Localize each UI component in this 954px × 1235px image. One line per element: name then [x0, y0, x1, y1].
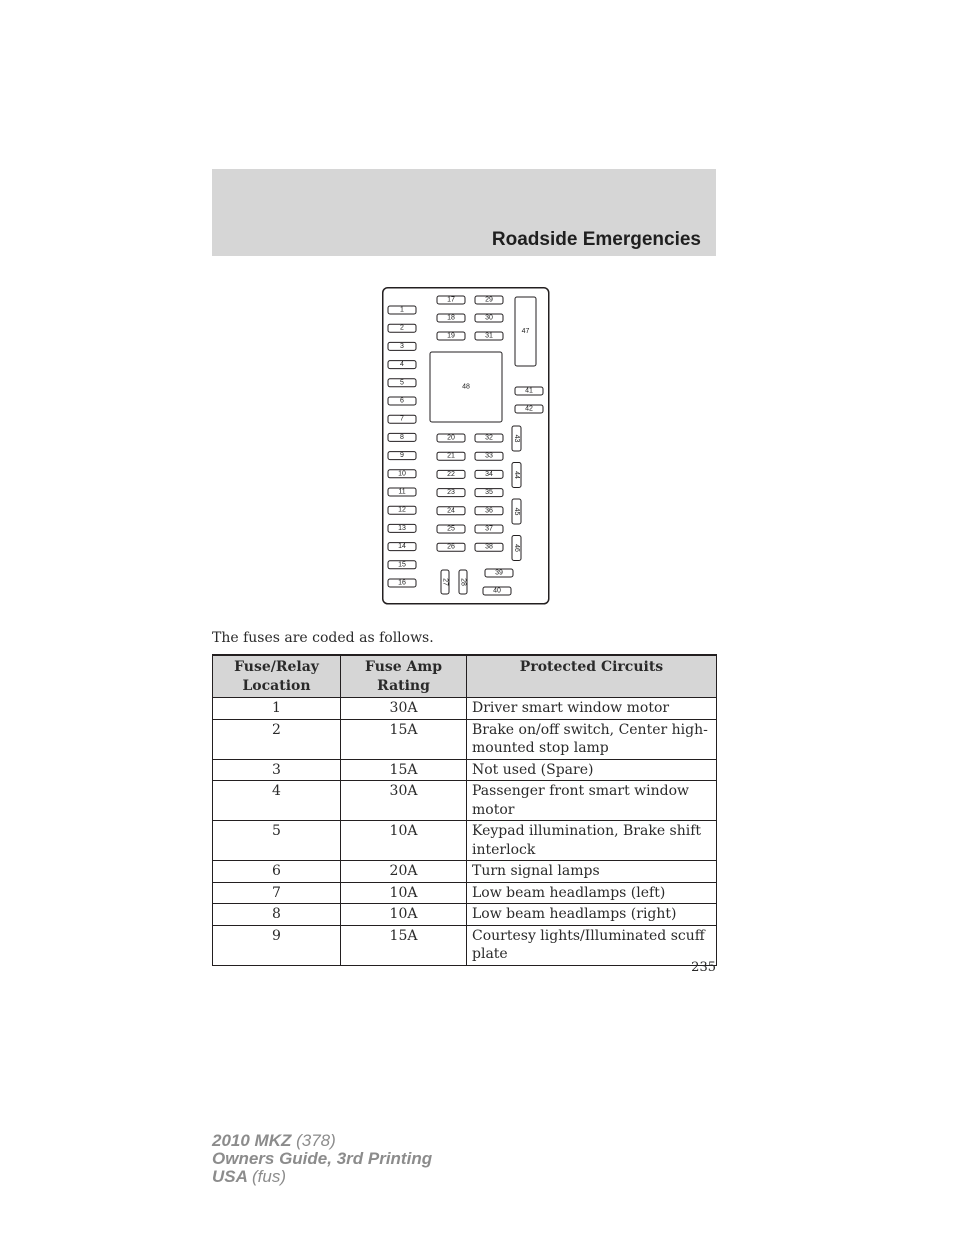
cell-location: 5: [213, 821, 341, 861]
fuse-label-24: 24: [447, 507, 455, 515]
fuse-label-17: 17: [447, 296, 455, 304]
fuse-label-4: 4: [400, 361, 404, 369]
cell-circuits: Low beam headlamps (left): [467, 882, 717, 904]
fuse-label-10: 10: [398, 470, 406, 478]
fuse-label-1: 1: [400, 306, 404, 314]
footer-line-3: USA (fus): [212, 1167, 286, 1186]
fuse-label-25: 25: [447, 525, 455, 533]
fuse-label-20: 20: [447, 434, 455, 442]
fuse-label-9: 9: [400, 452, 404, 460]
table-row: [213, 882, 717, 904]
cell-rating: 15A: [341, 719, 467, 759]
cell-location: 8: [213, 904, 341, 926]
header-location: Fuse/Relay Location: [213, 655, 341, 698]
table-row: [213, 759, 717, 781]
fuse-label-21: 21: [447, 452, 455, 460]
fuse-label-44: 44: [513, 471, 520, 479]
cell-rating: 10A: [341, 904, 467, 926]
table-row: [213, 904, 717, 926]
fuse-label-31: 31: [485, 332, 493, 340]
table-row: [213, 821, 717, 861]
fuse-label-26: 26: [447, 543, 455, 551]
fuse-label-2: 2: [400, 324, 404, 332]
fuse-label-28: 28: [459, 578, 467, 586]
fuse-label-12: 12: [398, 506, 406, 514]
fuse-label-22: 22: [447, 470, 455, 478]
table-row: [213, 698, 717, 720]
fuse-label-13: 13: [398, 524, 406, 532]
cell-rating: 15A: [341, 759, 467, 781]
section-title: Roadside Emergencies: [491, 229, 701, 250]
intro-text: The fuses are coded as follows.: [212, 630, 434, 646]
fuse-label-32: 32: [485, 434, 493, 442]
fuse-label-27: 27: [441, 578, 449, 586]
fuse-label-43: 43: [513, 434, 520, 443]
fuse-label-19: 19: [447, 332, 455, 340]
footer-publication-info: [212, 1132, 432, 1186]
fuse-label-45: 45: [513, 507, 520, 516]
fuse-label-8: 8: [400, 433, 404, 441]
table-row: [213, 861, 717, 883]
cell-circuits: Passenger front smart window motor: [467, 781, 717, 821]
cell-circuits: Brake on/off switch, Center high-mounted stop lamp: [467, 719, 717, 759]
header-circuits: Protected Circuits: [467, 655, 717, 698]
cell-circuits: Keypad illumination, Brake shift interlock: [467, 821, 717, 861]
fuse-label-36: 36: [485, 507, 493, 515]
fuse-label-46: 46: [513, 544, 520, 552]
cell-location: 7: [213, 882, 341, 904]
fuse-panel-diagram: [382, 287, 550, 605]
header-band: [212, 169, 716, 256]
table-header-row: [213, 655, 717, 698]
fuse-label-40: 40: [493, 587, 501, 595]
fuse-label-42: 42: [525, 405, 533, 413]
fuse-label-37: 37: [485, 525, 493, 533]
cell-rating: 10A: [341, 821, 467, 861]
cell-circuits: Low beam headlamps (right): [467, 904, 717, 926]
fuse-label-33: 33: [485, 452, 493, 460]
cell-circuits: Not used (Spare): [467, 759, 717, 781]
header-rating: Fuse Amp Rating: [341, 655, 467, 698]
cell-rating: 10A: [341, 882, 467, 904]
cell-location: 4: [213, 781, 341, 821]
fuse-label-47: 47: [521, 328, 530, 335]
fuse-label-7: 7: [400, 415, 404, 423]
cell-location: 6: [213, 861, 341, 883]
footer-line-2: Owners Guide, 3rd Printing: [212, 1149, 433, 1168]
cell-rating: 30A: [341, 698, 467, 720]
fuse-label-6: 6: [400, 397, 404, 405]
table-row: [213, 719, 717, 759]
fuse-label-34: 34: [485, 470, 493, 478]
cell-circuits: Driver smart window motor: [467, 698, 717, 720]
cell-circuits: Courtesy lights/Illuminated scuff plate: [467, 925, 717, 965]
fuse-label-5: 5: [400, 379, 404, 387]
fuse-label-14: 14: [398, 543, 406, 551]
footer-line-1: 2010 MKZ (378): [212, 1131, 336, 1150]
cell-rating: 30A: [341, 781, 467, 821]
cell-rating: 20A: [341, 861, 467, 883]
fuse-label-29: 29: [485, 296, 493, 304]
table-row: [213, 781, 717, 821]
fuse-label-38: 38: [485, 543, 493, 551]
fuse-label-30: 30: [485, 314, 493, 322]
cell-location: 2: [213, 719, 341, 759]
table-row: [213, 925, 717, 965]
fuse-label-3: 3: [400, 342, 404, 350]
fuse-label-16: 16: [398, 579, 406, 587]
fuse-label-41: 41: [525, 387, 533, 395]
fuse-label-35: 35: [485, 489, 493, 497]
fuse-label-39: 39: [495, 569, 503, 577]
cell-rating: 15A: [341, 925, 467, 965]
fuse-label-15: 15: [398, 561, 406, 569]
fuse-label-18: 18: [447, 314, 455, 322]
page-number: 235: [691, 960, 716, 975]
cell-location: 1: [213, 698, 341, 720]
fuse-label-48: 48: [462, 383, 470, 391]
fuse-label-11: 11: [398, 488, 406, 496]
fuse-label-23: 23: [447, 489, 455, 497]
cell-circuits: Turn signal lamps: [467, 861, 717, 883]
fuse-table: [212, 654, 717, 966]
cell-location: 3: [213, 759, 341, 781]
cell-location: 9: [213, 925, 341, 965]
